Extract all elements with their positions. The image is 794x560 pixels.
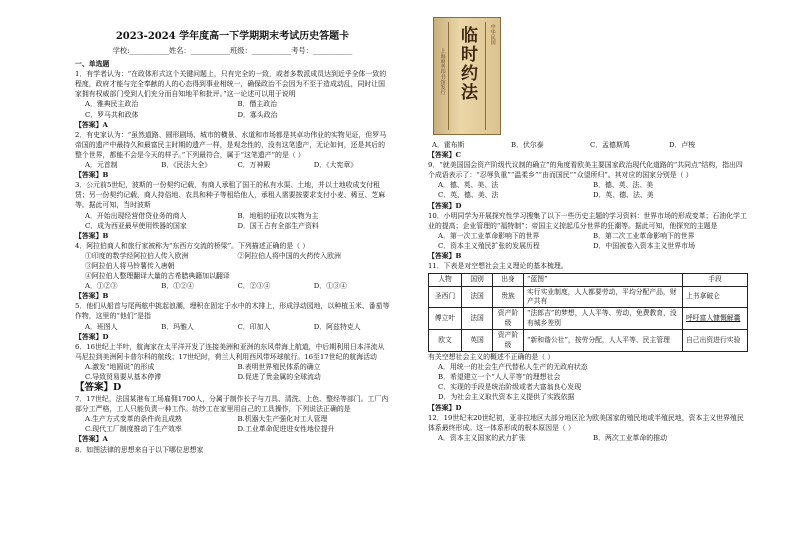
table-header-cell: “蓝图”: [524, 274, 683, 286]
table-cell: 资产阶级: [493, 308, 524, 330]
table-cell: 自己出资进行实验: [683, 330, 748, 352]
option-b: B．①②④: [161, 282, 194, 291]
option-a: A．雅典民主政治: [85, 100, 139, 109]
answer-label: 【答案】C: [428, 151, 462, 160]
sub-item: ④阿拉伯人整理翻译大量的古希腊典籍加以翻译: [85, 272, 230, 281]
option-a: A．元首制: [85, 161, 118, 170]
option-c: C．实现的手段是统治阶级或者大富翁良心发现: [438, 383, 582, 392]
question-stem: 11．下表是对空想社会主义理论的基本梳理。: [428, 262, 568, 271]
option-a: A．第一次工业革命影响下的世界: [438, 231, 540, 240]
option-d: D．英、德、法、美: [593, 191, 654, 200]
question-1: [75, 69, 390, 130]
table-cell: 资产阶级: [493, 330, 524, 352]
options: [75, 322, 390, 332]
option-c: C．孟德斯鸠: [590, 141, 630, 149]
option-d: D.工业革命促进进女性地位提升: [237, 425, 335, 434]
question-6: [75, 342, 390, 394]
option-a: A．用统一的社会生产代替私人生产的无政府状态: [438, 363, 588, 372]
option-c: C．万神殿: [237, 161, 271, 170]
table-row: [429, 286, 748, 308]
question-4: [75, 241, 390, 302]
right-column: [428, 140, 748, 443]
left-column: [75, 0, 390, 455]
table-cell: 傅立叶: [429, 308, 462, 330]
answer-label: 【答案】B: [75, 231, 109, 240]
question-stem: 10．小明同学为开展探究性学习搜集了以下一些历史主题的学习资料：世界市场的形成变革；石油化学工业的提高；企业管理的“福特制”；帝国主义掠起瓜分世界的狂潮等。据此可知，他探究的主题是: [428, 211, 747, 230]
table-cell: 贵族: [493, 286, 524, 308]
option-b: B．两次工业革命的推动: [593, 433, 667, 442]
sub-item: ③阿拉伯人将马铃薯传入唐朝: [85, 261, 175, 270]
book-title: 临时约法: [457, 26, 477, 102]
option-d: D．中国被卷入资本主义世界市场: [593, 241, 695, 250]
question-8-options: [428, 140, 748, 160]
option-a: A．资本主义国家的武力扩张: [438, 433, 526, 442]
option-b: B．伏尔泰: [511, 141, 544, 149]
table-row: [429, 330, 748, 352]
question-8: [75, 445, 390, 455]
option-d: D．为社会主义取代资本主义提供了实践依据: [438, 393, 575, 402]
sub-items: [75, 251, 390, 261]
question-stem: 6．16世纪上半叶，航海家在太平洋开发了连接美洲和亚洲的东风带海上航道，中后期利用日本洋流从马尼拉到美洲阿卡普尔科的航线；17世纪时，荷兰人利用西风带环球航行。16至17世纪的航海活动: [75, 342, 385, 361]
question-5: [75, 301, 390, 341]
table-header-cell: 出身: [493, 274, 524, 286]
table-cell: “新和谐公社”，按劳分配，人人平等、民主管理: [524, 330, 683, 352]
option-a: A．①②③: [85, 282, 118, 291]
question-stem: 7．17世纪，法国某港布工场雇佣1700人，分属于制作长子与刀具、清洗、上色、整经等部门。工厂内部分工严格，工人只能负责一种工作。纺纱工在家里用自己的工具操作，下列说法正确的是: [75, 395, 389, 414]
options: [428, 140, 748, 150]
option-d: D．阿兹特克人: [313, 322, 361, 331]
option-b: B.表明世界殖民体系的确立: [237, 362, 321, 371]
table-cell: “法郎吉”的梦想，人人平等、劳动，免费教育，没有城乡差别: [524, 308, 683, 330]
option-a: A．开始出现经营借贷业务的商人: [85, 211, 187, 220]
table-cell: 欧文: [429, 330, 462, 352]
question-stem: 12．19世纪末20世纪初，亚非拉地区大部分地区沦为欧美国家的殖民地或半殖民地，资本主义世界殖民体系最终形成。这一体系形成的根本原因是（ ）: [428, 413, 744, 432]
options: [428, 433, 748, 443]
answer-label: 【答案】A: [75, 120, 108, 129]
option-d: D．寡头政治: [237, 110, 278, 119]
page-title: 2023-2024 学年度高一下学期期末考试历史答题卡: [115, 31, 350, 42]
option-a: A．霍布斯: [432, 141, 465, 149]
sub-item: ①印度的数学经阿拉伯人传入欧洲: [85, 251, 189, 260]
option-c: C．英、德、美、法: [438, 191, 499, 200]
option-b: B．希望建立一个“人人平等”的理想社会: [438, 373, 561, 382]
question-stem: 2．有史家认为：“虽然道路、圆形剧场、城市的横景、水道和市场都是其卓功伟业的实物见证，但罗马帝国的遗产中最持久和最富民主时期的遗产一样，是观念性的，没有这笔遗产，无论如何，还是其后的整个世界，都能不会是今天的样子。”下列最符合，属于“这笔遗产”的是（ ）: [75, 130, 387, 159]
option-b: B．地租的征收以实物为主: [237, 211, 319, 220]
option-d: D．卢梭: [669, 141, 696, 149]
options: [75, 362, 390, 382]
question-10: [428, 211, 748, 261]
option-c: C．②③④: [237, 282, 271, 291]
question-stem: 5．他们从船首与尾两舷中挑起浪潮，埋积在固定于水中的木排上，形成浮动园地，以种植玉米、番茄等作物，这里的“他们”是指: [75, 302, 390, 321]
options: [75, 281, 390, 291]
answer-label: 【答案】D: [75, 382, 122, 394]
option-c: C．罗马共和政体: [85, 110, 139, 119]
table-header-cell: 手段: [683, 274, 748, 286]
option-c: C．印加人: [237, 322, 271, 331]
option-b: B．玛雅人: [161, 322, 194, 331]
option-a: A.激发“地圆说”的形成: [85, 362, 155, 371]
question-9: [428, 160, 748, 210]
option-b: B．僭主政治: [237, 100, 278, 109]
options: [75, 160, 390, 170]
question-12: [428, 413, 748, 443]
question-stem: 9．“就美国国会资产阶级代议制的确立”的角度看欧美主要国家政治现代化道路的“共同点”结构，指出四个成语表示了：“忍辱负重”“温柔乡”“由而国民”“众望所归”。其对应的国家分别是（ ）: [428, 161, 743, 180]
question-prompt: 有关空想社会主义的概述不正确的是（ ）: [428, 353, 555, 362]
question-2: [75, 130, 390, 180]
answer-label: 【答案】B: [75, 171, 109, 180]
table-row: [429, 308, 748, 330]
options: [75, 99, 390, 119]
option-c: C．资本主义殖民扩张的发展历程: [438, 241, 540, 250]
table-cell: 实行实业制度，人人都要劳动，平均分配产品，财产共有: [524, 286, 683, 308]
table-cell: 法国: [462, 308, 493, 330]
sub-item: ②阿拉伯人将中国的火药传入欧洲: [237, 251, 341, 260]
table-header-row: [429, 274, 748, 286]
option-d: D.促进了贵金属的全球流动: [237, 373, 321, 381]
option-b: B．第二次工业革命影响下的世界: [593, 231, 695, 240]
table-header-cell: 人物: [429, 274, 462, 286]
option-b: B．《民法大全》: [161, 161, 212, 170]
answer-label: 【答案】D: [428, 403, 462, 412]
option-c: C.现代工厂制度推动了生产效率: [85, 425, 182, 434]
utopian-socialism-table: [428, 273, 748, 352]
answer-label: 【答案】A: [75, 435, 108, 444]
options: [75, 414, 390, 434]
question-11: [428, 261, 748, 413]
option-a: A.生产方式变革的条件尚且成熟: [85, 415, 182, 424]
option-b: B．德、英、法、美: [593, 181, 654, 190]
book-side-text-right: 中华民国: [489, 24, 496, 45]
section-title: 一、单选题: [75, 60, 110, 69]
cover-border-line: [485, 22, 486, 130]
options: [428, 180, 748, 200]
options: [75, 211, 390, 231]
option-c: C．成为西亚最早使用铁器的国家: [85, 221, 187, 230]
table-cell: 呼吁富人慷慨解囊: [683, 308, 748, 330]
option-d: D．《大宪章》: [313, 161, 358, 170]
student-info-line: 学校:___________姓名：___________班级：___________考号：___________: [112, 46, 353, 55]
table-cell: 法国: [462, 286, 493, 308]
cover-border-line: [448, 22, 449, 130]
options: [428, 231, 748, 251]
book-side-text-left: 上海商务印书馆发行: [439, 48, 446, 95]
provisional-constitution-book-image: [433, 17, 501, 135]
option-b: B.机器大生产强化对工人管理: [237, 415, 328, 424]
question-stem: 1．有学者认为：“在政体形式这个关键问题上，只有完全的一致，或者多数派成员达到近乎全体一致的程度，政府才能与完全奉献的人的心态得到事业相统一，确保政治不会因为不至于造成动乱，同时让国家拥有权威部门受到人们充分而自知地平和批评。”这一论述可以用于说明: [75, 70, 387, 99]
table-cell: 英国: [462, 330, 493, 352]
question-3: [75, 180, 390, 241]
option-d: D．国王占有全部生产资料: [237, 221, 319, 230]
option-c: C.导致贸易要从基本停滞: [85, 373, 162, 381]
option-a: A．德、英、美、法: [438, 181, 499, 190]
option-a: A．班图人: [85, 322, 118, 331]
question-stem: 4．阿拉伯商人和旅行家被称为“东西方交流的桥梁”。下列描述正确的是（ ）: [75, 241, 310, 250]
answer-label: 【答案】D: [428, 201, 462, 210]
table-cell: 上书拿破仑: [683, 286, 748, 308]
question-stem: 3．公元前5世纪，波斯的一份契约记载，有商人承租了国王的私有水渠、土地，并以土地收成支付租赁；另一份契约记载，商人持俗地、农具和种子等租给他人，承租人需要按要求支付小麦、稀豆、芝麻等。据此可知，当时波斯: [75, 181, 386, 210]
table-header-cell: 国别: [462, 274, 493, 286]
answer-label: 【答案】B: [428, 252, 462, 261]
question-stem: 8．如图法律的思想来自于以下哪位思想家: [75, 445, 204, 454]
question-7: [75, 394, 390, 444]
table-cell: 圣西门: [429, 286, 462, 308]
answer-label: 【答案】B: [75, 292, 109, 301]
answer-label: 【答案】D: [75, 332, 109, 341]
option-d: D．①③④: [313, 282, 347, 291]
